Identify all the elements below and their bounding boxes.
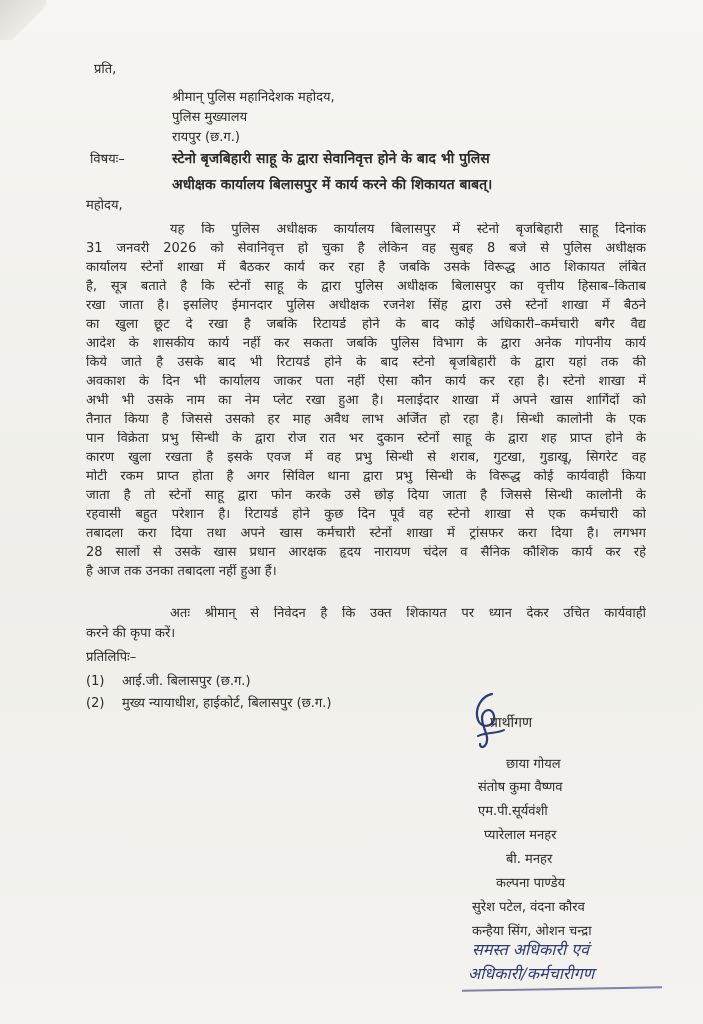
greeting: महोदय, (86, 198, 123, 213)
copy-label: प्रतिलिपिः– (86, 650, 137, 665)
applicant-name: छाया गोयल (506, 757, 561, 772)
subject-line-2: अधीक्षक कार्यालय बिलासपुर में कार्य करने की शिकायत बाबत्। (172, 177, 493, 193)
request-line-2: करने की कृपा करें। (86, 626, 176, 641)
applicant-name: कल्पना पाण्डेय (496, 876, 566, 891)
body-line: रखा जाता है। इसलिए ईमानदार पुलिस अधीक्षक रजनेश सिंह द्वारा उसे स्टेनों शाखा में बैठने (86, 298, 646, 313)
body-line: है आज तक उनका तबादला नहीं हुआ हैं। (86, 564, 277, 579)
applicant-name: प्यारेलाल मनहर (484, 828, 557, 843)
body-line: 31 जनवरी 2026 को सेवानिवृत्त हो चुका है लेकिन वह सुबह 8 बजे से पुलिस अधीक्षक (86, 241, 646, 256)
copy-recipient: मुख्य न्यायाधीश, हाईकोर्ट, बिलासपुर (छ.ग.) (122, 696, 332, 711)
copy-number: (2) (86, 696, 105, 711)
body-line: पान विक्रेता प्रभु सिन्धी के द्वारा रोज रात भर दुकान स्टेनों साहू के द्वारा शह प्राप्त होने के (86, 431, 646, 446)
body-line: कार्यालय स्टेनों शाखा में बैठकर कार्य कर रहा है जबकि उसके विरूद्ध आठ शिकायत लंबित (86, 260, 646, 275)
recipient-line-3: रायपुर (छ.ग.) (172, 130, 240, 145)
copy-number: (1) (86, 674, 105, 689)
applicant-name: संतोष कुमा वैष्णव (478, 780, 563, 795)
body-line: तबादला करा दिया तथा अपने खास कर्मचारी स्टेनों शाखा में ट्रांसफर करा दिया है। लगभग (86, 526, 646, 541)
body-line: का खुला छूट दे रखा है जबकि रिटायर्ड होने के बाद कोई अधिकारी–कर्मचारी बगैर वैद्य (86, 317, 646, 332)
body-line: कारण खुला रखता है इसके एवज में वह प्रभु सिन्धी से शराब, गुटखा, गुडाखू, सिगरेट वह (86, 450, 646, 465)
handwritten-line-1: समस्त अधिकारी एवं (472, 940, 589, 959)
recipient-line-2: पुलिस मुख्यालय (172, 110, 248, 125)
body-line: किये जाते है उसके बाद भी रिटायर्ड होने के बाद स्टेनो बृजबिहारी के द्वारा यहां तक की (86, 355, 646, 370)
body-line: है, सूत्र बताते है कि स्टेनों साहू के द्वारा पुलिस अधीक्षक बिलासपुर का वृत्तीय हिसाब–किताब (86, 279, 646, 294)
applicants-label: प्रार्थीगण (490, 715, 533, 731)
handwritten-line-2: अधिकारी/कर्मचारीगण (468, 964, 595, 983)
body-line: अवकाश के दिन भी कार्यालय जाकर पता नहीं ऐसा कौन कार्य कर रहा है। स्टेनो शाखा में (86, 374, 646, 389)
applicant-name: एम.पी.सूर्यवंशी (478, 804, 548, 819)
body-line: यह कि पुलिस अधीक्षक कार्यालय बिलासपुर में स्टेनो बृजबिहारी साहू दिनांक (170, 222, 646, 237)
body-line: तैनात किया है जिससे उसको हर माह अवैध लाभ अर्जित हो रहा है। सिन्धी कालोनी के एक (86, 412, 646, 427)
recipient-line-1: श्रीमान् पुलिस महानिदेशक महोदय, (172, 90, 335, 105)
applicant-name: बी. मनहर (506, 852, 553, 867)
body-line: मोटी रकम प्राप्त होता है अगर सिविल थाना द्वारा प्रभु सिन्धी के विरूद्ध कोई कार्यवाही किया (86, 469, 646, 484)
copy-recipient: आई.जी. बिलासपुर (छ.ग.) (122, 674, 251, 689)
folded-corner (0, 0, 46, 40)
body-line: अभी भी उसके नाम का नेम प्लेट रखा हुआ है। मलाईदार शाखा में अपने खास शार्गिदों को (86, 393, 646, 408)
applicant-name: कन्हैया सिंग, ओशन चन्द्रा (472, 924, 592, 939)
body-line: रहवासी बहुत परेशान है। रिटायर्ड होने कुछ दिन पूर्व वह स्टेनो शाखा से एक कर्मचारी को (86, 507, 646, 522)
applicant-name: सुरेश पटेल, वंदना कौरव (472, 900, 585, 915)
body-line: आदेश के शासकीय कार्य नहीं कर सकता जबकि पुलिस विभाग के द्वारा अनेक गोपनीय कार्य (86, 336, 646, 351)
request-line-1: अतः श्रीमान् से निवेदन है कि उक्त शिकायत पर ध्यान देकर उचित कार्यवाही (170, 606, 646, 621)
body-line: जाता है तो स्टेनों साहू द्वारा फोन करके उसे छोड़ दिया जाता है जिससे सिन्धी कालोनी के (86, 488, 646, 503)
subject-line-1: स्टेनो बृजबिहारी साहू के द्वारा सेवानिवृत्त होने के बाद भी पुलिस (172, 151, 490, 167)
subject-label: विषयः– (90, 152, 125, 167)
salutation-prefix: प्रति, (94, 62, 117, 77)
body-line: 28 सालों से उसके खास प्रधान आरक्षक हृदय नारायण चंदेल व सैनिक कौशिक कार्य कर रहे (86, 545, 646, 560)
handwritten-underline (462, 986, 662, 991)
